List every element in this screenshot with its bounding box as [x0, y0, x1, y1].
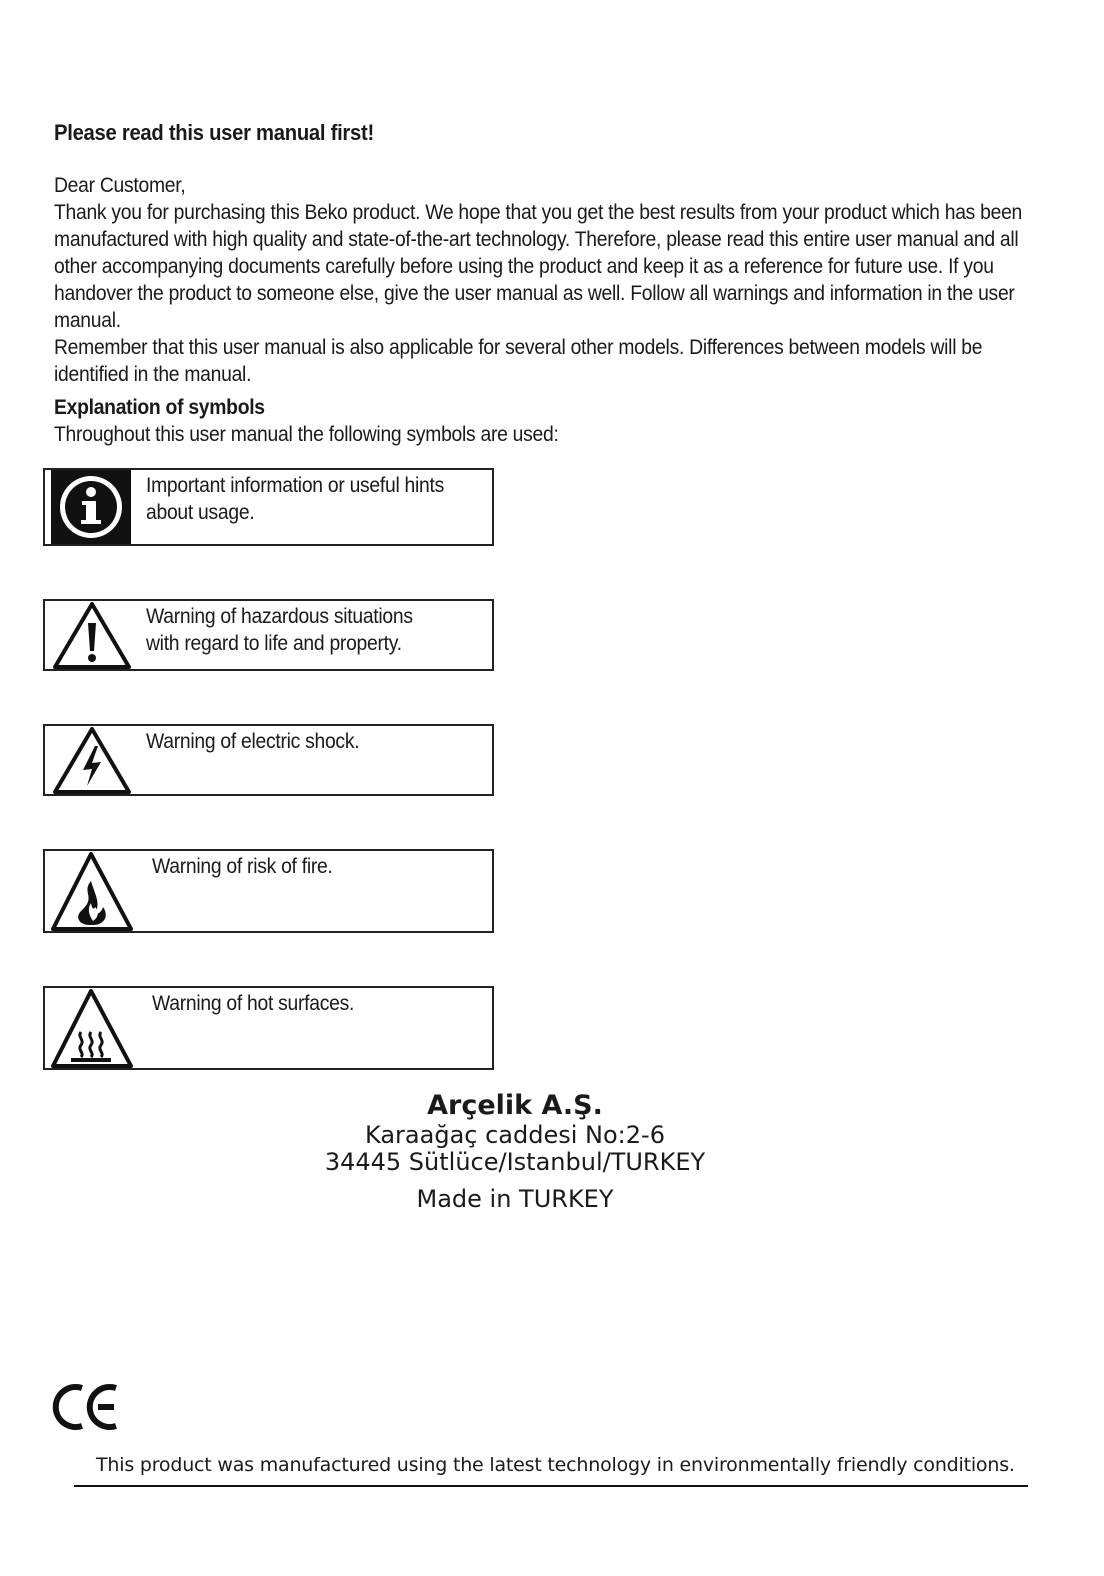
symbol-label-fire: Warning of risk of fire.: [152, 855, 333, 878]
ce-mark-icon: [52, 1382, 122, 1432]
page-title: Please read this user manual first!: [54, 120, 374, 145]
manufacturer-origin: Made in TURKEY: [416, 1185, 614, 1213]
symbol-label-electric-shock: Warning of electric shock.: [146, 730, 360, 753]
symbol-box-warning: [43, 599, 494, 671]
manufacturer-address-line-1: Karaağaç caddesi No:2-6: [365, 1121, 665, 1149]
symbol-label-warning: Warning of hazardous situations with regard to life and property.: [146, 605, 413, 655]
symbol-box-fire: [43, 849, 494, 933]
manufacturer-block: [0, 1090, 1030, 1213]
symbols-heading: Explanation of symbols: [54, 396, 265, 419]
intro-text: [54, 172, 1038, 448]
manufacturer-name: Arçelik A.Ş.: [427, 1090, 603, 1121]
manufacturer-address-line-2: 34445 Sütlüce/Istanbul/TURKEY: [324, 1148, 706, 1176]
info-icon: [45, 470, 131, 544]
symbol-box-info: [43, 468, 494, 546]
symbols-intro: Throughout this user manual the following symbols are used:: [54, 423, 559, 446]
paragraph-models: Remember that this user manual is also applicable for several other models. Differences between models will be identified in the manual.: [54, 336, 983, 386]
warning-icon: [45, 601, 133, 669]
electric-shock-icon: [45, 726, 133, 794]
footer-text: This product was manufactured using the latest technology in environmentally friendly conditions.: [96, 1454, 1015, 1476]
symbol-label-hot-surface: Warning of hot surfaces.: [152, 992, 355, 1015]
symbol-box-electric-shock: [43, 724, 494, 796]
footer-divider: [74, 1485, 1028, 1487]
hot-surface-icon: [45, 988, 133, 1068]
symbol-box-hot-surface: [43, 986, 494, 1070]
fire-icon: [45, 851, 133, 931]
paragraph-thank-you: Thank you for purchasing this Beko product. We hope that you get the best results from your product which has been manufactured with high quality and state-of-the-art technology. Therefore, please read this entire user manual and all other accompanying documents carefully before using the product and keep it as a reference for future use. If you handover the product to someone else, give the user manual as well. Follow all warnings and information in the user manual.: [54, 201, 1023, 332]
symbol-label-info: Important information or useful hints about usage.: [146, 474, 444, 524]
greeting: Dear Customer,: [54, 174, 186, 197]
